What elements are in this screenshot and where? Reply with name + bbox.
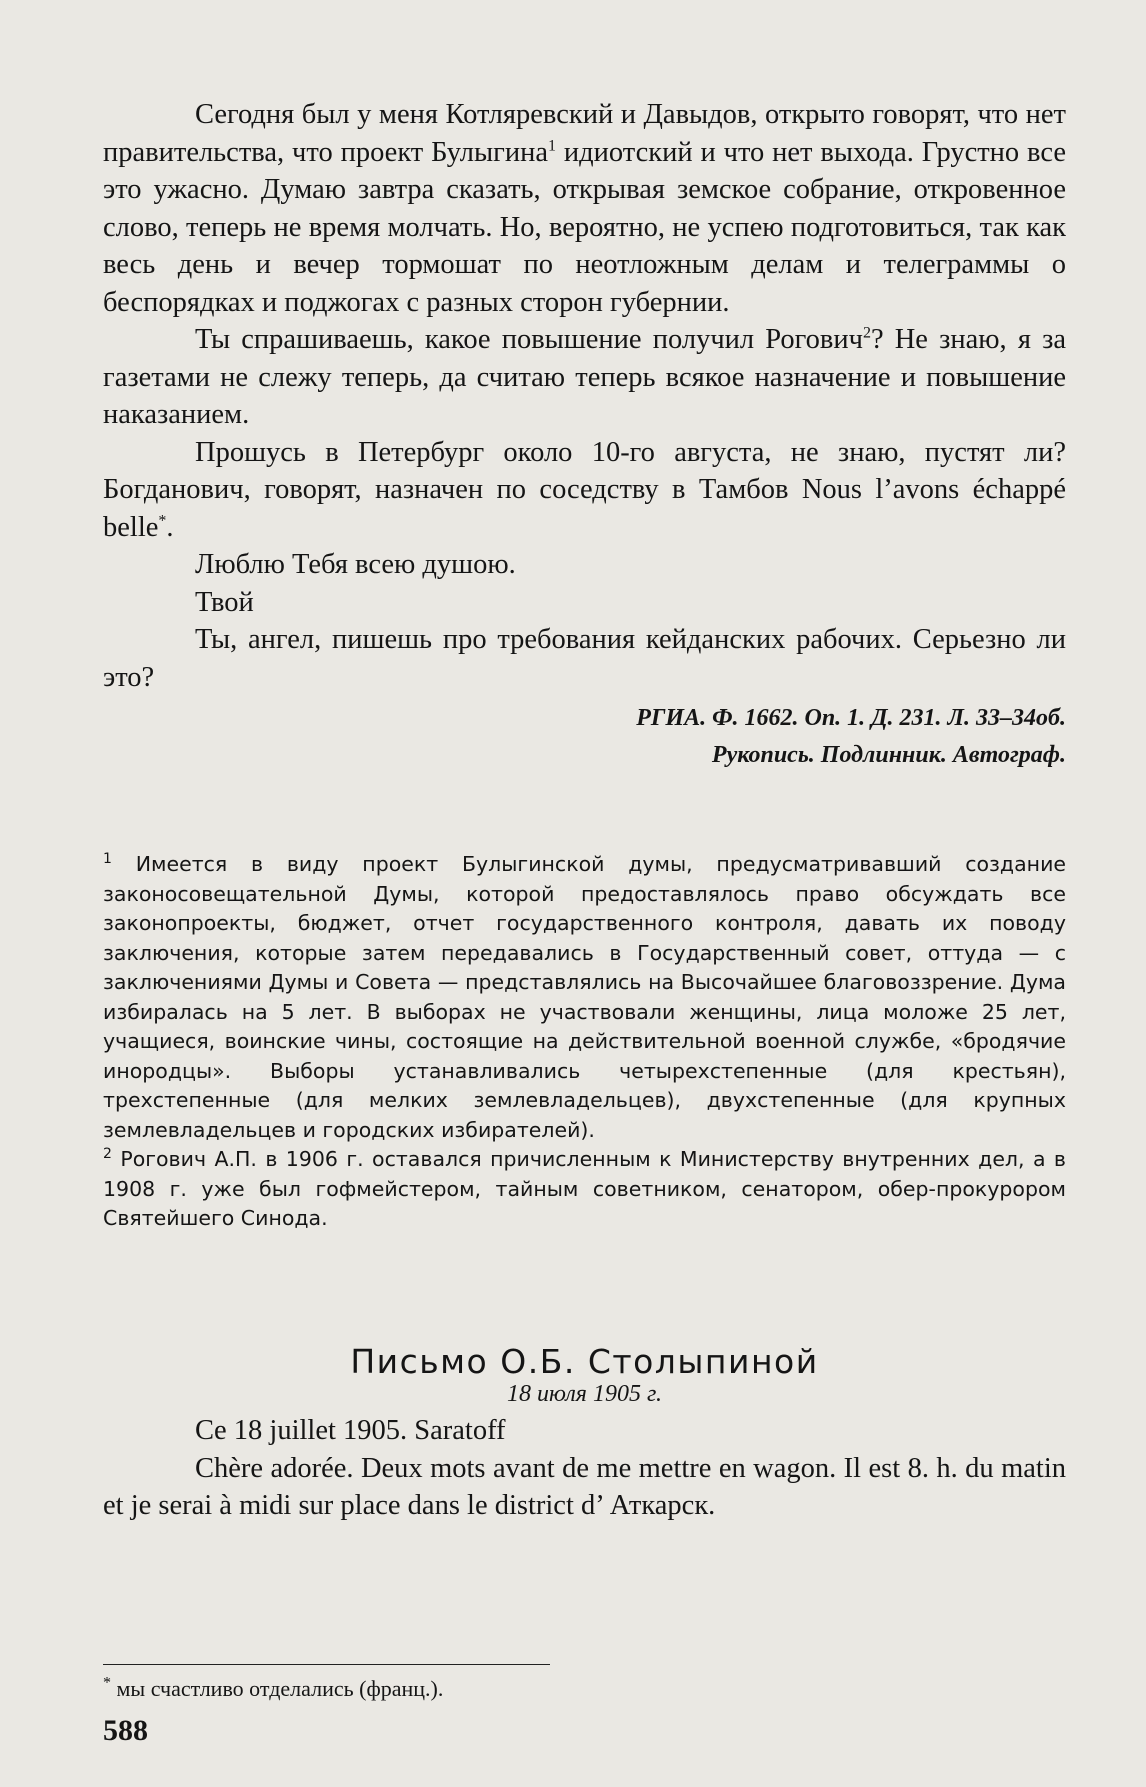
footnote-ref: * (158, 512, 167, 529)
source-description: Рукопись. Подлинник. Автограф. (711, 742, 1066, 768)
footnote-ref: 1 (548, 137, 557, 154)
letter-body: Chère adorée. Deux mots avant de me mettre en wagon. Il est 8. h. du matin et je serai à midi sur place dans le district d’ Аткарск. (103, 1452, 1066, 1521)
paragraph-6: Ты, ангел, пишешь про требования кейданских рабочих. Серьезно ли это? (103, 624, 1066, 693)
paragraph-text: Ты спрашиваешь, какое повышение получил Рогович (195, 324, 863, 355)
main-text (103, 96, 1066, 774)
page-number: 588 (103, 1714, 148, 1747)
footnote-number: 1 (103, 851, 112, 868)
footnote-ref: 2 (862, 324, 871, 342)
footnote-number: 2 (103, 1146, 112, 1163)
letter-place-line: Ce 18 juillet 1905. Saratoff (195, 1415, 506, 1446)
footnote-text: Рогович А.П. в 1906 г. оставался причисленным к Министерству внутренних дел, а в 1908 г. уже был гофмейстером, тайным советником, сенатором, обер-прокурором Святейшего Синода. (103, 1147, 1066, 1230)
letter-date: 18 июля 1905 г. (507, 1381, 662, 1407)
signature-line: Твой (195, 586, 254, 618)
paragraph-text: Прошусь в Петербург около 10-го августа, не знаю, пустят ли? Богданович, говорят, назначен по соседству в Тамбов Nous l’avons échappé belle (103, 436, 1066, 543)
paragraph-text: идиотский и что нет выхода. Грустно все это ужасно. Думаю завтра сказать, открывая земское собрание, откровенное слово, теперь не время молчать. Но, вероятно, не успею подготовиться, так как весь день и вечер тормошат по неотложным делам и телеграммы о беспорядках и поджогах с разных сторон губернии. (103, 136, 1066, 318)
footnote-2 (103, 1145, 1066, 1234)
footnote-divider (103, 1664, 550, 1665)
paragraph-1 (103, 96, 1066, 321)
paragraph-3 (103, 434, 1066, 547)
letter-section (103, 1342, 1066, 1525)
bottom-footnote (103, 1676, 443, 1702)
letter-heading: Письмо О.Б. Столыпиной (350, 1342, 819, 1381)
paragraph-4: Люблю Тебя всею душою. (195, 549, 516, 580)
footnote-mark: * (103, 1674, 111, 1692)
footnote-text: мы счастливо отделались (франц.). (116, 1676, 444, 1701)
footnote-text: Имеется в виду проект Булыгинской думы, предусматривавший создание законосовещательной Думы, которой предоставлялось право обсуждать все законопроекты, бюджет, отчет государственного контроля, давать их поводу заключения, которые затем передавались в Государственный совет, оттуда — с заключениями Думы и Совета — представлялись на Высочайшее благовоззрение. Дума избиралась на 5 лет. В выборах не участвовали женщины, лица моложе 25 лет, учащиеся, воинские чины, состоящие на действительной военной службе, «бродячие инородцы». Выборы устанавливались четырехстепенные (для крестьян), трехстепенные (для мелких землевладельцев), двухстепенные (для крупных землевладельцев и городских избирателей). (103, 852, 1066, 1142)
paragraph-text: . (166, 511, 174, 543)
footnote-1 (103, 850, 1066, 1145)
paragraph-2 (103, 321, 1066, 434)
footnotes (103, 850, 1066, 1234)
paragraph-text: ? Не знаю, я за газетами не слежу теперь, да считаю теперь всякое назначение и повышение наказанием. (103, 324, 1066, 430)
source-archive: РГИА. Ф. 1662. Оп. 1. Д. 231. Л. 33–34об. (636, 705, 1066, 731)
paragraph-text: Сегодня был у меня Котляревский и Давыдов, открыто говорят, что нет правительства, что проект Булыгина (103, 99, 1066, 168)
